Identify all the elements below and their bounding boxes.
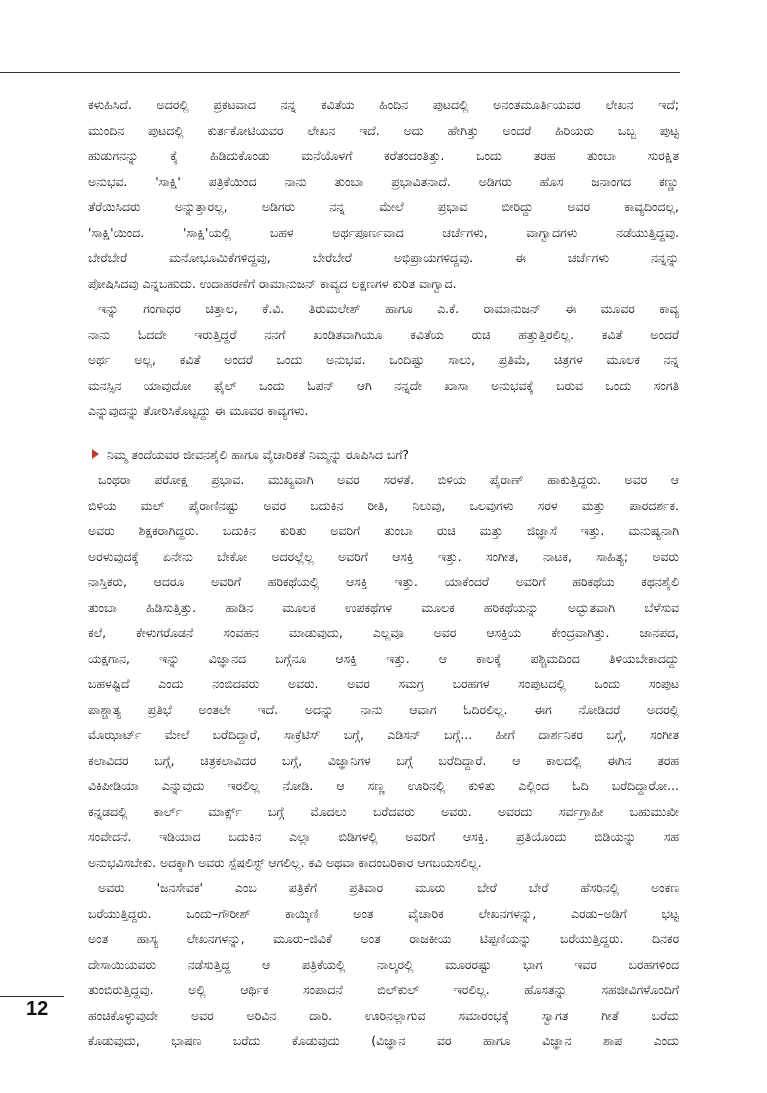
- text-line: ಒಂಥರಾ ಪರೋಕ್ಷ ಪ್ರಭಾವ. ಮುಖ್ಯವಾಗಿ ಅವರ ಸರಳತೆ. ಬಿಳಿಯ ಪೈರಾಣ್ ಹಾಕುತ್ತಿದ್ದರು. ಅವರ ಆ: [98, 472, 679, 487]
- bottom-rule: [0, 996, 64, 997]
- text-line: ಅನುಭವ. 'ಸಾಕ್ಷಿ' ಪತ್ರಿಕೆಯಿಂದ ನಾನು ತುಂಬಾ ಪ್ರಭಾವಿತನಾದೆ. ಅಡಿಗರು ಹೊಸ ಜನಾಂಗದ ಕಣ್ಣು: [88, 173, 679, 189]
- text-line: ಎನ್ನುವುದನ್ನು ತೋರಿಸಿಕೊಟ್ಟದ್ದು ಈ ಮೂವರ ಕಾವ್ಯಗಳು.: [88, 403, 309, 418]
- text-line: 'ಸಾಕ್ಷಿ'ಯಿಂದ. 'ಸಾಕ್ಷಿ'ಯಲ್ಲಿ ಬಹಳ ಅರ್ಥಪೂರ್ಣವಾದ ಚರ್ಚೆಗಳು, ವಾಗ್ವಾದಗಳು ನಡೆಯುತ್ತಿದ್ದವು.: [88, 224, 679, 240]
- text-line: ಬೇರೆಬೇರೆ ಮನೋಭೂಮಿಕೆಗಳಿದ್ದವು, ಬೇರೆಬೇರೆ ಅಭಿಪ್ರಾಯಗಳಿದ್ದವು. ಈ ಚರ್ಚೆಗಳು ನನ್ನನ್ನು: [88, 250, 679, 265]
- text-line: ಅಂತ ಹಾಸ್ಯ ಲೇಖನಗಳನ್ನು, ಮೂರು–ಜಿವಿಕೆ ಅಂತ ರಾಜಕೀಯ ಟಿಪ್ಪಣಿಯನ್ನು ಬರೆಯುತ್ತಿದ್ದರು. ದಿನಕರ: [88, 931, 679, 946]
- text-line: ಕಳುಹಿಸಿದೆ. ಅದರಲ್ಲಿ ಪ್ರಕಟವಾದ ನನ್ನ ಕವಿತೆಯ ಹಿಂದಿನ ಪುಟದಲ್ಲಿ ಅನಂತಮೂರ್ತಿಯವರ ಲೇಖನ ಇದೆ;: [88, 97, 679, 112]
- answer-paragraph: [88, 467, 679, 875]
- text-line: ಹುಡುಗನನ್ನು ಕೈ ಹಿಡಿದುಕೊಂಡು ಮನೆಯೊಳಗೆ ಕರೆತಂದಂತಿತ್ತು. ಒಂದು ತರಹ ತುಂಬಾ ಸುರಕ್ಷಿತ: [88, 148, 679, 163]
- text-line: ಯಕ್ಷಗಾನ, ಇನ್ನು ವಿಜ್ಞಾನದ ಬಗ್ಗೆನೂ ಆಸಕ್ತಿ ಇತ್ತು. ಆ ಕಾಲಕ್ಕೆ ಪಶ್ಚಿಮದಿಂದ ತಿಳಿಯಬೇಕಾದದ್ದು: [88, 650, 679, 666]
- text-line: ತುಂಬಾ ಹಿಡಿಸುತ್ತಿತ್ತು. ಹಾಡಿನ ಮೂಲಕ ಉಪಕಥೆಗಳ ಮೂಲಕ ಹರಿಕಥೆಯನ್ನು ಅದ್ಭುತವಾಗಿ ಬೆಳೆಸುವ: [88, 599, 679, 615]
- text-line: ಕಲಾವಿದರ ಬಗ್ಗೆ, ಚಿತ್ರಕಲಾವಿದರ ಬಗ್ಗೆ, ವಿಜ್ಞಾನಿಗಳ ಬಗ್ಗೆ ಬರೆದಿದ್ದಾರೆ. ಆ ಕಾಲದಲ್ಲಿ ಈಗಿನ ತರಹ: [88, 752, 679, 768]
- columns-paragraph: [88, 875, 679, 1054]
- text-line: ಅವರು ಶಿಕ್ಷಕರಾಗಿದ್ದರು. ಬದುಕಿನ ಕುರಿತು ಅವರಿಗೆ ತುಂಬಾ ರುಚಿ ಮತ್ತು ಜಿಜ್ಞಾಸೆ ಇತ್ತು. ಮನುಷ್ಯನಾಗಿ: [88, 523, 679, 538]
- text-line: ಮನಸ್ಸಿನ ಯಾವುದೋ ಫೈಲ್ ಒಂದು ಓಪನ್ ಆಗಿ ನನ್ನದೇ ಖಾಸಾ ಅನುಭವಕ್ಕೆ ಬರುವ ಒಂದು ಸಂಗತಿ: [88, 377, 679, 393]
- text-line: ದೇಸಾಯಿಯವರು ನಡೆಸುತ್ತಿದ್ದ ಆ ಪತ್ರಿಕೆಯಲ್ಲಿ ನಾಲ್ಕರಲ್ಲಿ ಮೂರರಷ್ಟು ಭಾಗ ಇವರ ಬರಹಗಳಿಂದ: [88, 956, 679, 972]
- intro-paragraph: [88, 92, 679, 296]
- text-line: ಹಂಚಿಕೊಳ್ಳುವುದೇ ಅವರ ಅರಿವಿನ ದಾರಿ. ಊರಿನಲ್ಲಾಗುವ ಸಮಾರಂಭಕ್ಕೆ ಸ್ವಾಗತ ಗೀತೆ ಬರೆದು: [88, 1007, 679, 1023]
- text-line: ಪೋಷಿಸಿದವು ಎನ್ನಬಹುದು. ಉದಾಹರಣೆಗೆ ರಾಮಾನುಜನ್ ಕಾವ್ಯದ ಲಕ್ಷಣಗಳ ಕುರಿತ ವಾಗ್ವಾದ.: [88, 275, 457, 291]
- text-line: ಕನ್ನಡದಲ್ಲಿ ಕಾರ್ಲ್ ಮಾರ್ಕ್ಸ್ ಬಗ್ಗೆ ಮೊದಲು ಬರೆದವರು ಅವರು. ಅವರದು ಸರ್ವಗ್ರಾಹೀ ಬಹುಮುಖೀ: [88, 803, 679, 819]
- poets-paragraph: [88, 296, 679, 424]
- text-line: ಇನ್ನು ಗಂಗಾಧರ ಚಿತ್ತಾಲ, ಕೆ.ವಿ. ತಿರುಮಲೇಶ್ ಹಾಗೂ ಎ.ಕೆ. ರಾಮಾನುಜನ್ ಈ ಮೂವರ ಕಾವ್ಯ: [98, 301, 679, 316]
- text-line: ಬಹಳಷ್ಟಿದೆ ಎಂದು ನಂಬಿದವರು ಅವರು. ಅವರ ಸಮಗ್ರ ಬರಹಗಳ ಸಂಪುಟದಲ್ಲಿ ಒಂದು ಸಂಪುಟ: [88, 676, 679, 691]
- text-line: ಬಿಳಿಯ ಮಲ್ ಪೈರಾಣಿನಷ್ಟು ಅವರ ಬದುಕಿನ ರೀತಿ, ನಿಲುವು, ಒಲವುಗಳು ಸರಳ ಮತ್ತು ಪಾರದರ್ಶಕ.: [88, 497, 679, 513]
- text-line: ನಾಸ್ತಿಕರು, ಆದರೂ ಅವರಿಗೆ ಹರಿಕಥೆಯಲ್ಲಿ ಆಸಕ್ತಿ ಇತ್ತು. ಯಾಕೆಂದರೆ ಅವರಿಗೆ ಹರಿಕಥೆಯ ಕಥನಶೈಲಿ: [88, 574, 679, 589]
- text-line: ತುಂಬಿರುತ್ತಿದ್ದವು. ಅಲ್ಲಿ ಆರ್ಥಿಕ ಸಂಪಾದನೆ ಬಿಲ್‌ಕುಲ್ ಇರಲಿಲ್ಲ. ಹೊಸತನ್ನು ಸಹಜೀವಿಗಳೊಂದಿಗೆ: [88, 982, 679, 997]
- text-line: ತೆರೆಯಿಸಿದರು ಅನ್ನುತ್ತಾರಲ್ಲ, ಅಡಿಗರು ನನ್ನ ಮೇಲೆ ಪ್ರಭಾವ ಬೀರಿದ್ದು ಅವರ ಕಾವ್ಯದಿಂದಲ್ಲ,: [88, 199, 679, 214]
- text-line: ಮೊಝಾರ್ಟ್ ಮೇಲೆ ಬರೆದಿದ್ದಾರೆ, ಸಾಕ್ರೆಟಿಸ್ ಬಗ್ಗೆ, ಎಡಿಸನ್ ಬಗ್ಗೆ... ಹೀಗೆ ದಾರ್ಶನಿಕರ ಬಗ್ಗೆ, ಸಂಗೀತ: [88, 727, 679, 742]
- article-body: [88, 92, 679, 1054]
- text-line: ಬರೆಯುತ್ತಿದ್ದರು. ಒಂದು–ಗೌರೀಶ್ ಕಾಯ್ಕಿಣಿ ಅಂತ ವೈಚಾರಿಕ ಲೇಖನಗಳನ್ನು, ಎರಡು–ಅಡಿಗೆ ಭಟ್ಟ: [88, 905, 679, 921]
- section-gap: [88, 424, 679, 442]
- question-text: ನಿಮ್ಮ ತಂದೆಯವರ ಜೀವನಶೈಲಿ ಹಾಗೂ ವೈಚಾರಿಕತೆ ನಿಮ್ಮನ್ನು ರೂಪಿಸಿದ ಬಗೆ?: [107, 446, 409, 462]
- page-number: 12: [26, 998, 49, 1020]
- text-line: ಅನುಭವಿಸಬೇಕು. ಅದಕ್ಕಾಗಿ ಅವರು ಸ್ಪೆಷಲಿಸ್ಟ್ ಆಗಲಿಲ್ಲ. ಕವಿ ಅಥವಾ ಕಾದಂಬರಿಕಾರ ಆಗಬಯಸಲಿಲ್ಲ.: [88, 854, 482, 870]
- interview-question: [88, 442, 679, 468]
- text-line: ಅವರು 'ಜನಸೇವಕ' ಎಂಬ ಪತ್ರಿಕೆಗೆ ಪ್ರತಿವಾರ ಮೂರು ಬೇರೆ ಬೇರೆ ಹೆಸರಿನಲ್ಲಿ ಅಂಕಣ: [98, 880, 679, 895]
- text-line: ಪಾಶ್ಚಾತ್ಯ ಪ್ರತಿಭೆ ಅಂತಲೇ ಇದೆ. ಅದನ್ನು ನಾನು ಆವಾಗ ಓದಿರಲಿಲ್ಲ. ಈಗ ನೋಡಿದರೆ ಅದರಲ್ಲಿ: [88, 701, 679, 717]
- text-line: ಕಲೆ, ಕೇಳುಗರೊಡನೆ ಸಂವಹನ ಮಾಡುವುದು, ಎಲ್ಲವೂ ಅವರ ಆಸಕ್ತಿಯ ಕೇಂದ್ರವಾಗಿತ್ತು. ಜಾನಪದ,: [88, 625, 679, 640]
- triangle-right-icon: [92, 449, 99, 459]
- text-line: ಅರ್ಥ ಅಲ್ಲ, ಕವಿತೆ ಅಂದರೆ ಒಂದು ಅನುಭವ. ಒಂದಿಷ್ಟು ಸಾಲು, ಪ್ರತಿಮೆ, ಚಿತ್ರಗಳ ಮೂಲಕ ನನ್ನ: [88, 352, 679, 367]
- text-line: ವಿಕಿಪೀಡಿಯಾ ಎನ್ನುವುದು ಇರಲಿಲ್ಲ ನೋಡಿ. ಆ ಸಣ್ಣ ಊರಿನಲ್ಲಿ ಕುಳಿತು ಎಲ್ಲಿಂದ ಓದಿ ಬರೆದಿದ್ದಾರೋ...: [88, 778, 679, 793]
- text-line: ಸಂವೇದನೆ. ಇಡಿಯಾದ ಬದುಕಿನ ಎಲ್ಲಾ ಬಿಡಿಗಳಲ್ಲಿ ಅವರಿಗೆ ಆಸಕ್ತಿ. ಪ್ರತಿಯೊಂದು ಬಿಡಿಯನ್ನು ಸಹ: [88, 829, 679, 844]
- top-rule: [0, 72, 680, 73]
- text-line: ಕೊಡುವುದು, ಭಾಷಣ ಬರೆದು ಕೊಡುವುದು (ವಿಜ್ಞಾನ ವರ ಹಾಗೂ ವಿಜ್ಞಾನ ಶಾಪ ಎಂದು: [88, 1033, 679, 1048]
- text-line: ಮುಂದಿನ ಪುಟದಲ್ಲಿ ಕುರ್ತಕೋಟಿಯವರ ಲೇಖನ ಇದೆ. ಅದು ಹೇಗಿತ್ತು ಅಂದರೆ ಹಿರಿಯರು ಒಬ್ಬ ಪುಟ್ಟ: [88, 122, 679, 138]
- text-line: ಅರಳುವುದಕ್ಕೆ ಏನೇನು ಬೇಕೋ ಅದರಲ್ಲೆಲ್ಲ ಅವರಿಗೆ ಆಸಕ್ತಿ ಇತ್ತು. ಸಂಗೀತ, ನಾಟಕ, ಸಾಹಿತ್ಯ; ಅವರು: [88, 548, 679, 564]
- text-line: ನಾನು ಓದದೇ ಇರುತ್ತಿದ್ದರೆ ನನಗೆ ಖಂಡಿತವಾಗಿಯೂ ಕವಿತೆಯ ರುಚಿ ಹತ್ತುತ್ತಿರಲಿಲ್ಲ. ಕವಿತೆ ಅಂದರೆ: [88, 326, 679, 342]
